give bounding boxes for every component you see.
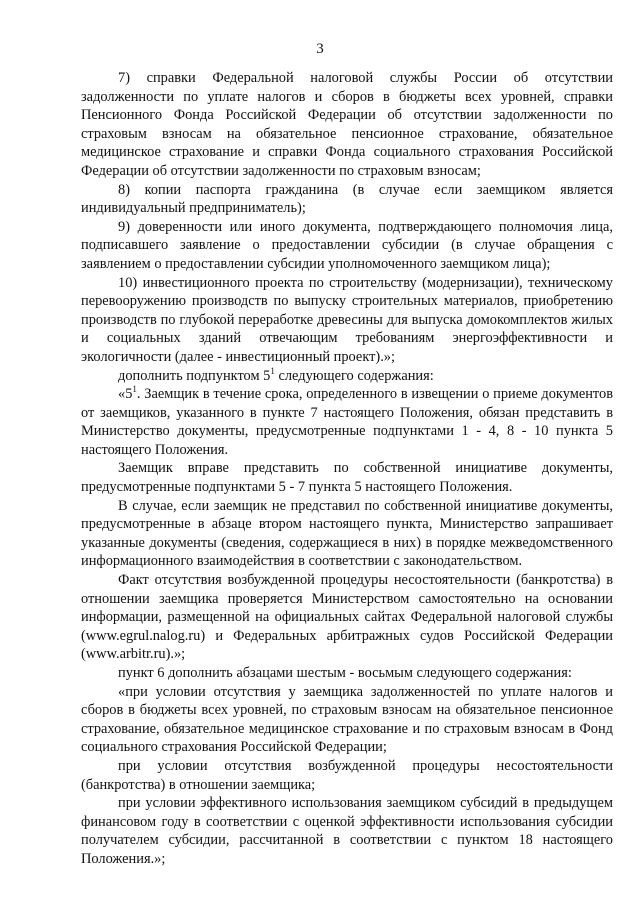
supplement-body-sup: 1 [132,384,137,395]
paragraph-condition-efficient-use: при условии эффективного использования заемщиком субсидий в предыдущем финансовом году в соответствии с оценкой эффективности использования субсидии получателем субсидии, рассчитанной в соответствии с пунктом 18 настоящего Положения.»; [81,795,613,867]
paragraph-item-9: 9) доверенности или иного документа, подтверждающего полномочия лица, подписавшего заявление о предоставлении субсидии (в случае обращения с заявлением о предоставлении субсидии уполномоченного заемщиком лица); [81,218,613,272]
paragraph-bankruptcy-check: Факт отсутствия возбужденной процедуры несостоятельности (банкротства) в отношении заемщика проверяется Министерством самостоятельно на основании информации, размещенной на официальных сайтах Федеральной налоговой службы (www.egrul.nalog.ru) и Федеральных арбитражных судов Российской Федерации (www.arbitr.ru).»; [81,572,613,663]
supplement-intro-before: дополнить подпунктом 5 [118,367,271,384]
paragraph-supplement-intro [81,367,613,386]
paragraph-ministry-request: В случае, если заемщик не представил по собственной инициативе документы, предусмотренные в абзаце втором настоящего пункта, Министерство запрашивает указанные документы (сведения, содержащиеся в них) в порядке межведомственного информационного взаимодействия в соответствии с законодательством. [81,497,613,570]
paragraph-condition-no-debts: «при условии отсутствия у заемщика задолженностей по уплате налогов и сборов в бюджеты всех уровней, по страховым взносам на обязательное пенсионное страхование, обязательное медицинское страхование и по страховым взносам в Фонд социального страхования Российской Федерации; [81,683,613,756]
paragraph-condition-no-bankruptcy: при условии отсутствия возбужденной процедуры несостоятельности (банкротства) в отношении заемщика; [81,757,613,793]
supplement-body-open: «5 [118,386,133,403]
page-number: 3 [316,41,324,57]
paragraph-item-8: 8) копии паспорта гражданина (в случае если заемщиком является индивидуальный предприниматель); [81,181,613,217]
paragraph-voluntary-documents: Заемщик вправе представить по собственной инициативе документы, предусмотренные подпунктами 5 - 7 пункта 5 настоящего Положения. [81,460,613,496]
supplement-intro-after: следующего содержания: [274,367,434,384]
paragraph-item-7: 7) справки Федеральной налоговой службы России об отсутствии задолженности по уплате налогов и сборов в бюджеты всех уровней, справки Пенсионного Фонда Российской Федерации об отсутствии задолженности по страховым взносам на обязательное пенсионное страхование, обязательное медицинское страхование и справки Фонда социального страхования Российской Федерации об отсутствии задолженности по страховым взносам; [81,70,613,179]
paragraph-point-6-amendment: пункт 6 дополнить абзацами шестым - восьмым следующего содержания: [118,665,572,681]
paragraph-supplement-body [81,385,613,459]
document-body [81,69,613,869]
paragraph-item-10: 10) инвестиционного проекта по строительству (модернизации), техническому перевооружению производств по выпуску строительных материалов, приобретению производств по глубокой переработке древесины для выпуска домокомплектов жилых и социальных зданий отвечающим требованиям энергоэффективности и экологичности (далее - инвестиционный проект).»; [81,274,613,365]
supplement-intro-sup: 1 [270,365,275,376]
supplement-body-text: . Заемщик в течение срока, определенного в извещении о приеме документов от заемщиков, указанного в пункте 7 настоящего Положения, обязан представить в Министерство документы, предусмотренные подпунктами 1 - 4, 8 - 10 пункта 5 настоящего Положения. [81,386,613,458]
